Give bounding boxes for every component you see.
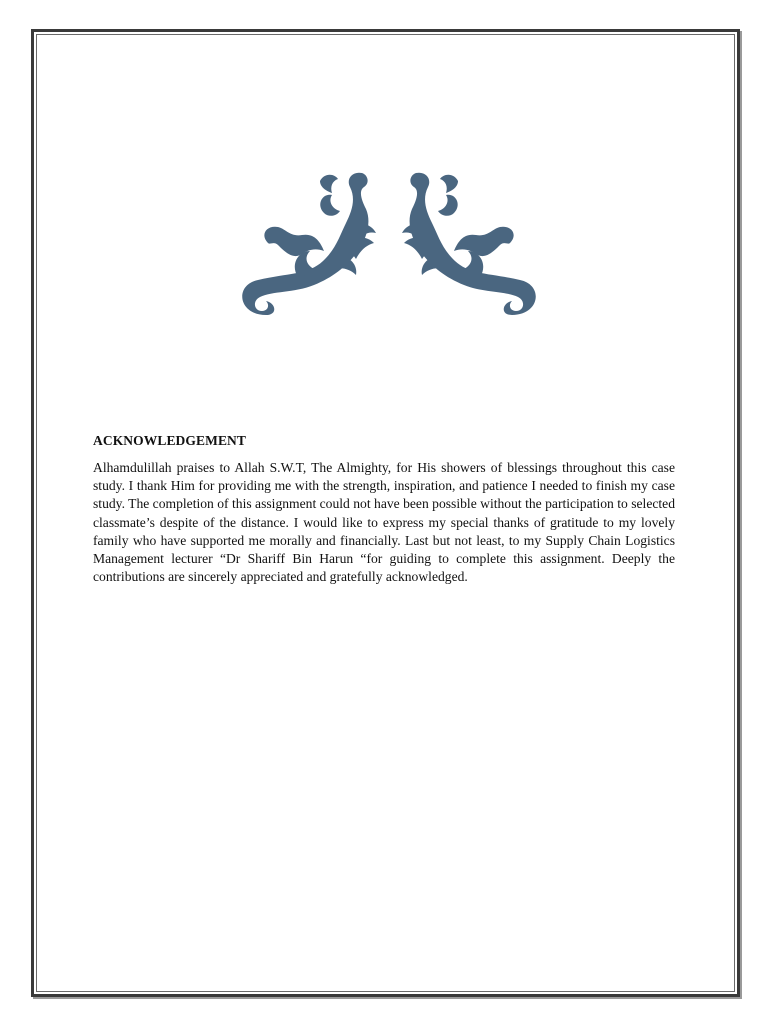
acknowledgement-section: [93, 433, 675, 586]
acknowledgement-paragraph: Alhamdulillah praises to Allah S.W.T, The Almighty, for His showers of blessings throughout this case study. I thank Him for providing me with the strength, inspiration, and patience I needed to finish my case study. The completion of this assignment could not have been possible without the participation to selected classmate’s despite of the distance. I would like to express my special thanks of gratitude to my lovely family who have supported me morally and financially. Last but not least, to my Supply Chain Logistics Management lecturer “Dr Shariff Bin Harun “for guiding to complete this assignment. Deeply the contributions are sincerely appreciated and gratefully acknowledged.: [93, 460, 675, 585]
section-heading: ACKNOWLEDGEMENT: [93, 433, 247, 448]
right-scroll-icon: [402, 173, 536, 315]
left-scroll-icon: [242, 173, 376, 315]
floral-scroll-ornament-icon: [228, 165, 550, 335]
